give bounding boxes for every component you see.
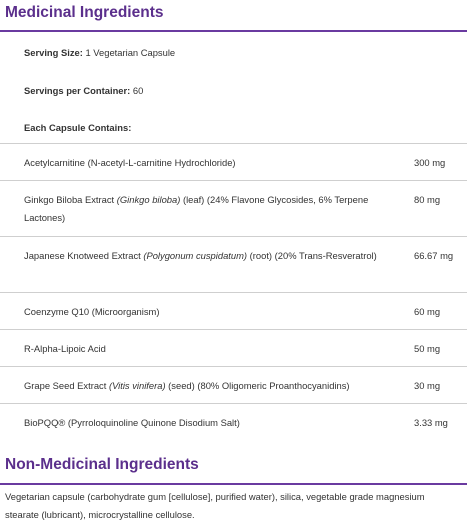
- ingredient-name: Acetylcarnitine (N-acetyl-L-carnitine Hydrochloride): [24, 157, 236, 168]
- ingredient-row: [0, 367, 467, 404]
- ingredient-name: Coenzyme Q10 (Microorganism): [24, 306, 160, 317]
- ingredient-amount: 30 mg: [414, 380, 441, 391]
- serving-size-row: [0, 32, 467, 69]
- ingredient-amount: 66.67 mg: [414, 250, 454, 261]
- ingredient-name: Japanese Knotweed Extract (Polygonum cuspidatum) (root) (20% Trans-Resveratrol): [24, 250, 377, 261]
- ingredient-amount: 60 mg: [414, 306, 441, 317]
- servings-label: Servings per Container:: [24, 85, 131, 96]
- ingredient-row: [0, 404, 467, 441]
- ingredient-row: [0, 181, 467, 237]
- ingredient-row: [0, 237, 467, 293]
- ingredients-table: [0, 32, 467, 441]
- servings-row: [0, 69, 467, 106]
- ingredient-amount: 300 mg: [414, 157, 446, 168]
- serving-size-value: 1 Vegetarian Capsule: [85, 47, 176, 58]
- non-medicinal-ingredients-heading: Non-Medicinal Ingredients: [5, 456, 199, 473]
- ingredient-name: Grape Seed Extract (Vitis vinifera) (seed) (80% Oligomeric Proanthocyanidins): [24, 380, 350, 391]
- ingredient-name: R-Alpha-Lipoic Acid: [24, 343, 106, 354]
- non-medicinal-ingredients-text: Vegetarian capsule (carbohydrate gum [cellulose], purified water), silica, vegetable grade magnesium stearate (lubricant), microcrystalline cellulose.: [5, 491, 425, 520]
- ingredient-name: BioPQQ® (Pyrroloquinoline Quinone Disodium Salt): [24, 417, 240, 428]
- ingredient-row: [0, 144, 467, 181]
- medicinal-ingredients-heading: Medicinal Ingredients: [5, 4, 164, 21]
- ingredient-amount: 80 mg: [414, 194, 441, 205]
- ingredient-amount: 50 mg: [414, 343, 441, 354]
- ingredient-name: Ginkgo Biloba Extract (Ginkgo biloba) (leaf) (24% Flavone Glycosides, 6% Terpene Lactones): [24, 194, 369, 223]
- heading-rule: [0, 483, 467, 485]
- ingredient-row: [0, 330, 467, 367]
- servings-value: 60: [132, 85, 144, 96]
- ingredient-row: [0, 293, 467, 330]
- each-capsule-label: Each Capsule Contains:: [24, 122, 132, 133]
- ingredient-amount: 3.33 mg: [414, 417, 448, 428]
- serving-size-label: Serving Size:: [24, 47, 83, 58]
- each-capsule-row: [0, 106, 467, 144]
